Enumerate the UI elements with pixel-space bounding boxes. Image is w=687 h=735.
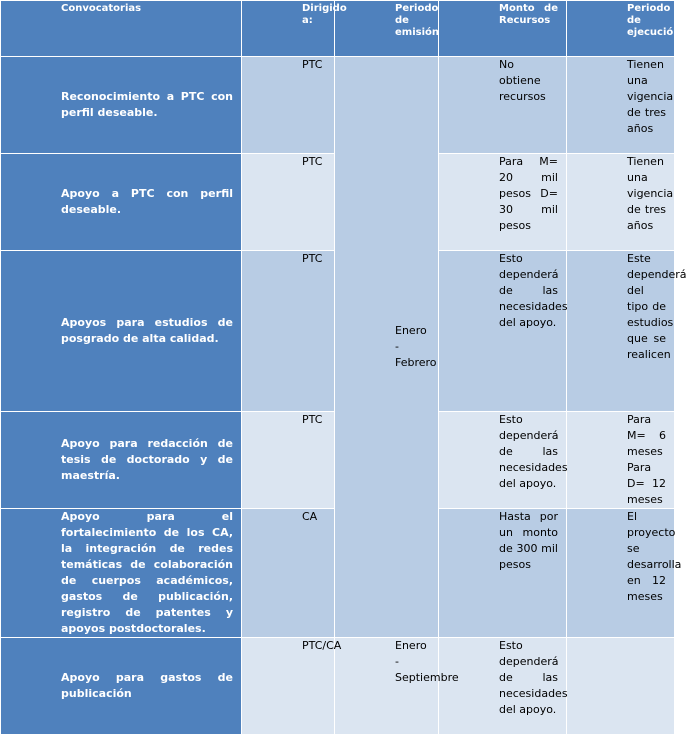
header-dirigido: Dirigido a: <box>242 1 335 57</box>
monto-cell: Para M= 20 mil pesos D= 30 mil pesos <box>439 154 567 251</box>
monto-cell: Esto dependerá de las necesidades del apoyo. <box>439 251 567 412</box>
ejecucion-cell: Para M= 6 meses Para D= 12 meses <box>567 412 675 509</box>
emision-cell: Enero - Febrero <box>335 57 439 638</box>
dirigido-cell: PTC <box>242 251 335 412</box>
header-monto: Monto de Recursos <box>439 1 567 57</box>
dirigido-cell: CA <box>242 509 335 638</box>
dirigido-cell: PTC/CA <box>242 638 335 735</box>
table-header-row <box>1 1 675 57</box>
monto-cell: Esto dependerá de las necesidades del apoyo. <box>439 412 567 509</box>
header-convocatorias: Convocatorias <box>1 1 242 57</box>
convocatoria-cell: Apoyo para redacción de tesis de doctorado y de maestría. <box>1 412 242 509</box>
convocatoria-cell: Apoyos para estudios de posgrado de alta calidad. <box>1 251 242 412</box>
convocatoria-cell: Reconocimiento a PTC con perfil deseable. <box>1 57 242 154</box>
monto-cell: Esto dependerá de las necesidades del apoyo. <box>439 638 567 735</box>
monto-cell: Hasta por un monto de 300 mil pesos <box>439 509 567 638</box>
table-row <box>1 57 675 154</box>
table-row <box>1 638 675 735</box>
dirigido-cell: PTC <box>242 412 335 509</box>
ejecucion-cell <box>567 638 675 735</box>
ejecucion-cell: Tienen una vigencia de tres años <box>567 57 675 154</box>
dirigido-cell: PTC <box>242 154 335 251</box>
ejecucion-cell: Tienen una vigencia de tres años <box>567 154 675 251</box>
header-periodo-ejecucion: Periodo de ejecución <box>567 1 675 57</box>
ejecucion-cell: El proyecto se desarrolla en 12 meses <box>567 509 675 638</box>
ejecucion-cell: Este dependerá del tipo de estudios que se realicen <box>567 251 675 412</box>
dirigido-cell: PTC <box>242 57 335 154</box>
convocatoria-cell: Apoyo a PTC con perfil deseable. <box>1 154 242 251</box>
convocatoria-cell: Apoyo para el fortalecimiento de los CA, la integración de redes temáticas de colaboración de cuerpos académicos, gastos de publicación, registro de patentes y apoyos postdoctorales. <box>1 509 242 638</box>
convocatoria-cell: Apoyo para gastos de publicación <box>1 638 242 735</box>
monto-cell: No obtiene recursos <box>439 57 567 154</box>
header-periodo-emision: Periodo de emisión <box>335 1 439 57</box>
emision-cell: Enero - Septiembre <box>335 638 439 735</box>
